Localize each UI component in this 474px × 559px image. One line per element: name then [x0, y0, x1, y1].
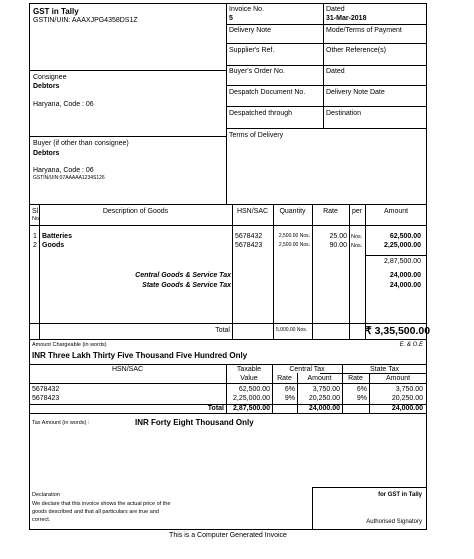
buyers-order-label: Buyer's Order No.: [229, 68, 285, 75]
col-per-header: per: [351, 208, 363, 215]
buyer-gstin: GSTIN/UIN:07AAAAA1234S126: [33, 175, 105, 181]
total-label: Total: [215, 327, 230, 334]
col-no-header: No.: [32, 216, 41, 222]
other-refs-label: Other Reference(s): [326, 47, 386, 54]
item-desc: Batteries: [42, 233, 72, 240]
col-line: [349, 204, 350, 339]
declaration-text: We declare that this invoice shows the actual price of the: [32, 501, 171, 507]
seller-consignee-line: [29, 70, 226, 71]
tax-row-c-rate: 6%: [284, 386, 295, 393]
tax-table-header-line: [29, 383, 427, 384]
item-rate: 90.00: [329, 242, 347, 249]
eoe-label: E. & O.E: [399, 342, 423, 348]
item-desc: Goods: [42, 242, 65, 249]
row-line: [226, 65, 427, 66]
row-line: [226, 128, 427, 129]
delivery-note-label: Delivery Note: [229, 27, 272, 34]
value-header: Value: [240, 375, 258, 382]
row-line: [226, 85, 427, 86]
despatch-doc-label: Despatch Document No.: [229, 89, 306, 96]
state-tax-header: State Tax: [369, 366, 400, 373]
item-amount: 2,25,000.00: [384, 242, 421, 249]
total-qty: 5,000.00 Nos.: [276, 327, 308, 333]
col-desc-header: Description of Goods: [102, 208, 169, 215]
tax-total-value: 2,87,500.00: [233, 405, 270, 412]
item-sl: 1: [33, 233, 37, 240]
items-total-line: [29, 323, 427, 324]
row-line: [226, 43, 427, 44]
amount-words: INR Three Lakh Thirty Five Thousand Five Hundred Only: [32, 351, 248, 360]
col-line: [273, 204, 274, 339]
dated-label: Dated: [326, 6, 345, 13]
tax-total-s-amt: 24,000.00: [391, 405, 423, 412]
tax-row-value: 2,25,000.00: [233, 395, 270, 402]
tax-table-top: [29, 364, 427, 365]
items-header-line: [29, 225, 427, 226]
tax-label: State Goods & Service Tax: [142, 282, 231, 289]
taxable-header: Taxable: [236, 366, 262, 373]
tax-row-s-rate: 6%: [356, 386, 367, 393]
tax-words-label: Tax Amount (in words) :: [32, 420, 90, 426]
suppliers-ref-label: Supplier's Ref.: [229, 47, 275, 54]
tax-row-value: 62,500.00: [238, 386, 270, 393]
state-rate-header: Rate: [348, 375, 363, 382]
item-qty: 2,500.00 Nos.: [278, 242, 310, 248]
header-divider: [226, 3, 227, 204]
tax-words: INR Forty Eight Thousand Only: [135, 418, 254, 427]
delivery-note-date-label: Delivery Note Date: [326, 89, 385, 96]
central-rate-header: Rate: [277, 375, 292, 382]
declaration-label: Declaration: [32, 492, 60, 498]
item-hsn: 5678432: [235, 233, 263, 240]
consignee-address: Haryana, Code : 06: [33, 101, 94, 108]
tax-total-c-amt: 24,000.00: [308, 405, 340, 412]
tax-row-s-amt: 20,250.00: [391, 395, 423, 402]
items-top-line: [29, 204, 427, 205]
tax-row-c-amt: 20,250.00: [308, 395, 340, 402]
subtotal: 2,87,500.00: [384, 258, 421, 265]
tax-hsn-header: HSN/SAC: [111, 366, 144, 373]
buyer-label: Buyer (if other than consignee): [33, 140, 129, 147]
consignee-name: Debtors: [33, 83, 60, 90]
invoice-frame: [29, 3, 431, 530]
declaration-text: correct.: [32, 517, 51, 523]
signature-box-top: [312, 487, 427, 488]
grand-total: ₹ 3,35,500.00: [365, 325, 431, 337]
signature-box-left: [312, 487, 313, 530]
tax-table-bottom: [29, 413, 427, 414]
tax-row-s-rate: 9%: [356, 395, 367, 402]
item-per: Nos.: [351, 243, 363, 249]
item-sl: 2: [33, 242, 37, 249]
item-rate: 25.00: [329, 233, 347, 240]
footer-note: This is a Computer Generated Invoice: [169, 532, 287, 539]
invoice-no-label: Invoice No.: [229, 6, 265, 13]
invoice-no: 5: [229, 15, 233, 22]
consignee-buyer-line: [29, 136, 226, 137]
central-tax-header: Central Tax: [289, 366, 325, 373]
tax-amount: 24,000.00: [389, 282, 421, 289]
despatched-through-label: Despatched through: [229, 110, 293, 117]
col-sl-header: Sl: [32, 208, 39, 215]
amount-words-label: Amount Chargeable (in words): [32, 342, 107, 348]
item-qty: 2,500.00 Nos.: [278, 233, 310, 239]
items-bottom-line: [29, 339, 427, 340]
col-hsn-header: HSN/SAC: [236, 208, 269, 215]
tax-amount: 24,000.00: [389, 272, 421, 279]
tax-row-hsn: 5678432: [32, 386, 60, 393]
mode-terms-label: Mode/Terms of Payment: [326, 27, 402, 34]
consignee-label: Consignee: [33, 74, 67, 81]
row-line: [226, 24, 427, 25]
tax-total-label: Total: [207, 405, 224, 412]
invoice-date: 31-Mar-2018: [326, 15, 367, 22]
col-rate-header: Rate: [323, 208, 338, 215]
central-amount-header: Amount: [307, 375, 332, 382]
declaration-text: goods described and that all particulars are true and: [32, 509, 159, 515]
tax-row-hsn: 5678423: [32, 395, 60, 402]
col-amount-header: Amount: [383, 208, 409, 215]
tax-row-s-amt: 3,750.00: [395, 386, 423, 393]
col-qty-header: Quantity: [279, 208, 306, 215]
terms-of-delivery-label: Terms of Delivery: [229, 132, 284, 139]
signature-for: for GST in Tally: [378, 492, 422, 498]
buyer-name: Debtors: [33, 150, 60, 157]
tax-label: Central Goods & Service Tax: [135, 272, 231, 279]
col-line: [232, 204, 233, 339]
item-per: Nos.: [351, 234, 363, 240]
authorised-signatory: Authorised Signatory: [366, 519, 422, 525]
order-dated-label: Dated: [326, 68, 345, 75]
item-hsn: 5678423: [235, 242, 263, 249]
destination-label: Destination: [326, 110, 362, 117]
subtotal-line: [365, 255, 427, 256]
tax-row-c-amt: 3,750.00: [312, 386, 340, 393]
tax-row-c-rate: 9%: [284, 395, 295, 402]
state-amount-header: Amount: [385, 375, 411, 382]
col-line: [312, 204, 313, 339]
buyer-address: Haryana, Code : 06: [33, 167, 94, 174]
seller-gstin: GSTIN/UIN: AAAXJPG4358DS1Z: [33, 17, 138, 24]
item-amount: 62,500.00: [389, 233, 421, 240]
seller-name: GST in Tally: [33, 7, 79, 16]
row-line: [226, 106, 427, 107]
